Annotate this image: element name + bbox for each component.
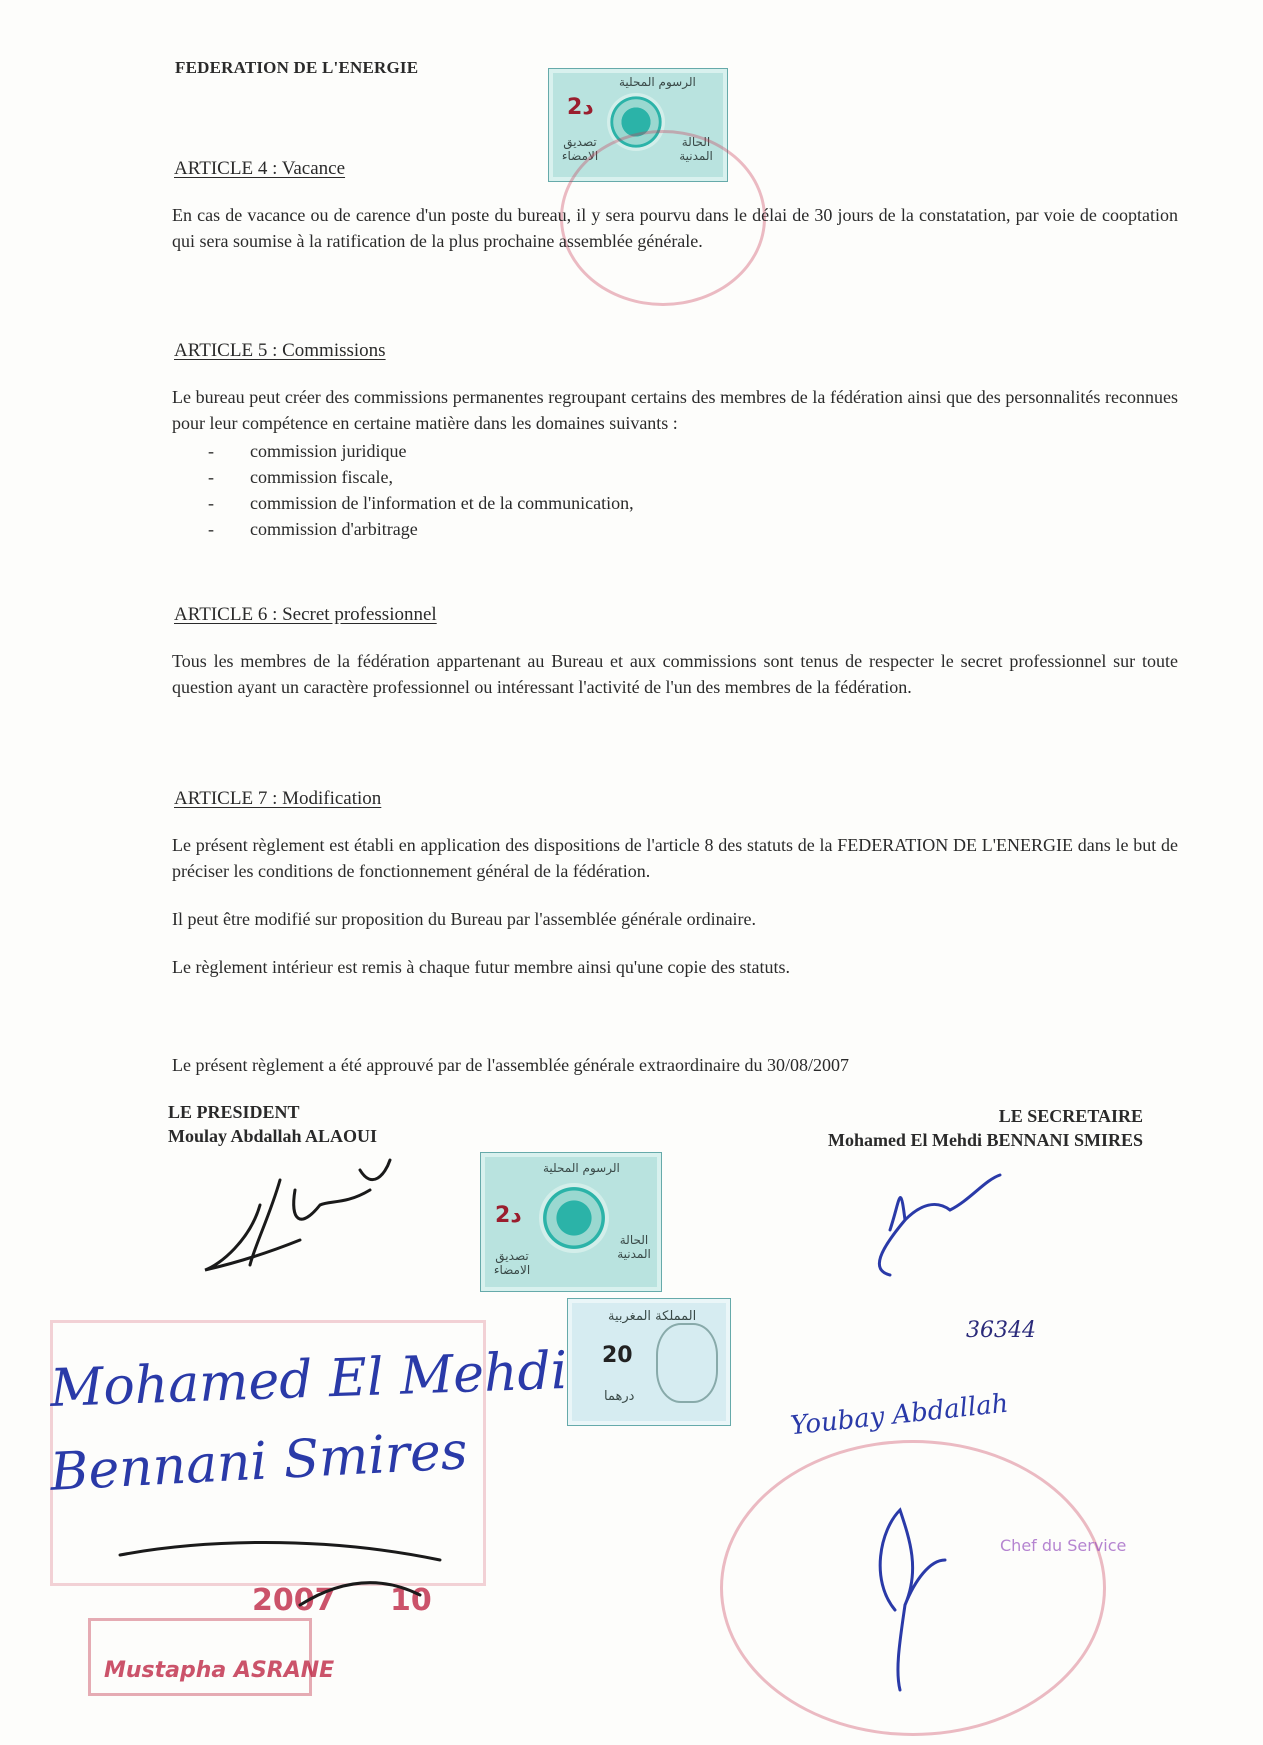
stamp-arabic-right: الحالة المدنية (679, 135, 713, 163)
stamp-value: 20 (602, 1343, 633, 1368)
article-4-text: En cas de vacance ou de carence d'un poste du bureau, il y sera pourvu dans le délai de 30 jours de la constatation, par voie de cooptation qui sera soumise à la ratification de la plus prochaine assemblée générale. (172, 205, 1178, 251)
handwritten-underline-icon (120, 1543, 440, 1606)
list-item: - commission juridique (208, 441, 407, 461)
handwritten-name-line-3: Youbay Abdallah (789, 1388, 1010, 1442)
article-7-text-2: Il peut être modifié sur proposition du Bureau par l'assemblée générale ordinaire. (172, 909, 757, 929)
secretary-name: Mohamed El Mehdi BENNANI SMIRES (827, 1130, 1143, 1150)
stamp-arabic-top: الرسوم المحلية (619, 75, 696, 89)
number-annotation: 36344 (966, 1318, 1036, 1343)
article-6-text: Tous les membres de la fédération appartenant au Bureau et aux commissions sont tenus de respecter le secret professionnel sur toute question ayant un caractère professionnel ou intéressant l'activité de l'un des membres de la fédération. (172, 651, 1178, 697)
stamp-value: 2د (567, 95, 594, 120)
article-5-text: Le bureau peut créer des commissions permanentes regroupant certains des membres de la fédération ainsi que des personnalités reconnues pour leur compétence en certaine matière dans les domaines suivants : (172, 387, 1178, 433)
list-item: - commission d'arbitrage (208, 519, 418, 539)
article-4-title: ARTICLE 4 : Vacance (174, 158, 346, 179)
article-7-text-1: Le présent règlement est établi en application des dispositions de l'article 8 des statuts de la FEDERATION DE L'ENERGIE dans le but de préciser les conditions de fonctionnement général de la fédération. (172, 835, 1178, 881)
stamp-arabic-bottom: درهما (604, 1389, 635, 1404)
stamp-arabic-right: الحالة المدنية (617, 1233, 651, 1261)
secretary-signature-icon (879, 1175, 1000, 1275)
article-5-title: ARTICLE 5 : Commissions (174, 340, 386, 361)
article-7-text-3: Le règlement intérieur est remis à chaque futur membre ainsi qu'une copie des statuts. (172, 957, 791, 977)
officer-stamp-name: Mustapha ASRANE (104, 1658, 335, 1683)
stamp-arabic-left: تصديق الامضاء (493, 1249, 531, 1277)
president-signature-icon (205, 1160, 390, 1270)
list-item: - commission de l'information et de la communication, (208, 493, 634, 513)
list-item: - commission fiscale, (208, 467, 393, 487)
handwritten-name-line-2: Bennani Smires (48, 1421, 469, 1503)
article-6-title: ARTICLE 6 : Secret professionnel (174, 604, 437, 625)
article-7-title: ARTICLE 7 : Modification (174, 788, 382, 809)
date-stamp-year: 2007 (252, 1583, 336, 1618)
approval-statement: Le présent règlement a été approuvé par de l'assemblée générale extraordinaire du 30/08/2007 (172, 1055, 849, 1075)
secretary-role: LE SECRETAIRE (998, 1106, 1143, 1126)
president-name: Moulay Abdallah ALAOUI (168, 1126, 378, 1146)
stamp-value: 2د (495, 1203, 522, 1228)
bottom-right-signature-icon (880, 1510, 945, 1690)
stamp-arabic-top: الرسوم المحلية (543, 1161, 620, 1175)
date-stamp-day: 10 (390, 1583, 432, 1618)
handwritten-name-line-1: Mohamed El Mehdi (49, 1340, 569, 1420)
organization-title: FEDERATION DE L'ENERGIE (175, 58, 419, 77)
stamp-arabic-top: المملكة المغربية (608, 1309, 697, 1324)
president-role: LE PRESIDENT (168, 1102, 300, 1122)
service-stamp: Chef du Service (1000, 1536, 1127, 1555)
stamp-arabic-left: تصديق الامضاء (561, 135, 599, 163)
